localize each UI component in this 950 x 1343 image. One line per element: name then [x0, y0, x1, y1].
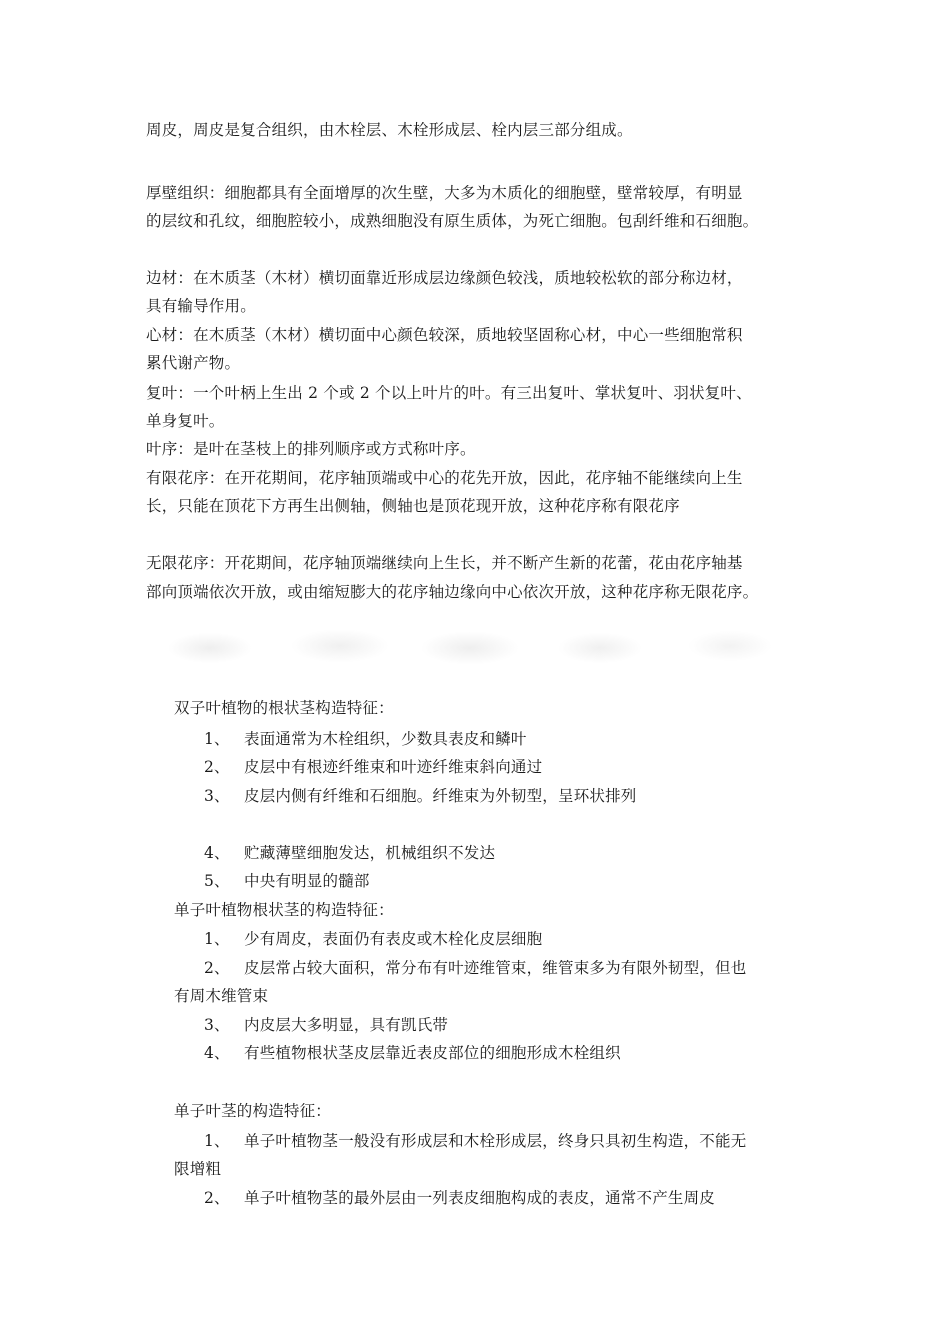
definition-sclerenchyma-line2: 的层纹和孔纹，细胞腔较小，成熟细胞没有原生质体，为死亡细胞。包刮纤维和石细胞。 — [146, 212, 759, 230]
definition-periderm: 周皮，周皮是复合组织，由木栓层、木栓形成层、栓内层三部分组成。 — [146, 121, 633, 139]
definition-racemose-line1: 无限花序：开花期间，花序轴顶端继续向上生长，并不断产生新的花蕾，花由花序轴基 — [146, 554, 743, 572]
heading-monocot-stem: 单子叶茎的构造特征： — [174, 1102, 332, 1120]
list-item-text: 皮层中有根迹纤维束和叶迹纤维束斜向通过 — [244, 758, 543, 776]
list-item-text: 皮层内侧有纤维和石细胞。纤维束为外韧型，呈环状排列 — [244, 787, 637, 805]
list-item-text: 贮藏薄壁细胞发达，机械组织不发达 — [244, 844, 496, 862]
list-item-number: 1、 — [204, 1132, 230, 1150]
list-item-continuation: 有周木维管束 — [174, 987, 269, 1005]
list-item-text: 内皮层大多明显，具有凯氏带 — [244, 1016, 449, 1034]
heading-dicot-rhizome: 双子叶植物的根状茎构造特征： — [174, 699, 394, 717]
list-item-text: 中央有明显的髓部 — [244, 872, 370, 890]
list-item-text: 单子叶植物茎一般没有形成层和木栓形成层，终身只具初生构造，不能无 — [244, 1132, 747, 1150]
definition-heartwood-line1: 心材：在木质茎（木材）横切面中心颜色较深，质地较坚固称心材，中心一些细胞常积 — [146, 326, 743, 344]
scan-smudge — [140, 612, 800, 684]
definition-sclerenchyma-line1: 厚壁组织：细胞都具有全面增厚的次生壁，大多为木质化的细胞壁，壁常较厚，有明显 — [146, 184, 743, 202]
list-item-number: 5、 — [204, 872, 230, 890]
list-item-text: 少有周皮，表面仍有表皮或木栓化皮层细胞 — [244, 930, 543, 948]
list-item-text: 表面通常为木栓组织，少数具表皮和鳞叶 — [244, 730, 527, 748]
list-item-text: 有些植物根状茎皮层靠近表皮部位的细胞形成木栓组织 — [244, 1044, 621, 1062]
definition-sapwood-line1: 边材：在木质茎（木材）横切面靠近形成层边缘颜色较浅，质地较松软的部分称边材， — [146, 269, 743, 287]
definition-cymose-line2: 长，只能在顶花下方再生出侧轴，侧轴也是顶花现开放，这种花序称有限花序 — [146, 497, 680, 515]
list-item-text: 单子叶植物茎的最外层由一列表皮细胞构成的表皮，通常不产生周皮 — [244, 1189, 716, 1207]
definition-compound-leaf-line1: 复叶：一个叶柄上生出 2 个或 2 个以上叶片的叶。有三出复叶、掌状复叶、羽状复叶、 — [146, 384, 752, 402]
list-item-number: 4、 — [204, 1044, 230, 1062]
definition-racemose-line2: 部向顶端依次开放，或由缩短膨大的花序轴边缘向中心依次开放，这种花序称无限花序。 — [146, 583, 759, 601]
list-item-number: 2、 — [204, 959, 230, 977]
list-item-number: 4、 — [204, 844, 230, 862]
list-item-number: 2、 — [204, 1189, 230, 1207]
list-item-continuation: 限增粗 — [174, 1160, 222, 1178]
definition-heartwood-line2: 累代谢产物。 — [146, 354, 241, 372]
definition-sapwood-line2: 具有输导作用。 — [146, 297, 256, 315]
list-item-text: 皮层常占较大面积，常分布有叶迹维管束，维管束多为有限外韧型，但也 — [244, 959, 747, 977]
list-item-number: 1、 — [204, 930, 230, 948]
list-item-number: 2、 — [204, 758, 230, 776]
definition-compound-leaf-line2: 单身复叶。 — [146, 412, 225, 430]
definition-phyllotaxy: 叶序：是叶在茎枝上的排列顺序或方式称叶序。 — [146, 440, 476, 458]
list-item-number: 1、 — [204, 730, 230, 748]
heading-monocot-rhizome: 单子叶植物根状茎的构造特征： — [174, 901, 394, 919]
list-item-number: 3、 — [204, 787, 230, 805]
list-item-number: 3、 — [204, 1016, 230, 1034]
definition-cymose-line1: 有限花序：在开花期间，花序轴顶端或中心的花先开放，因此，花序轴不能继续向上生 — [146, 469, 743, 487]
